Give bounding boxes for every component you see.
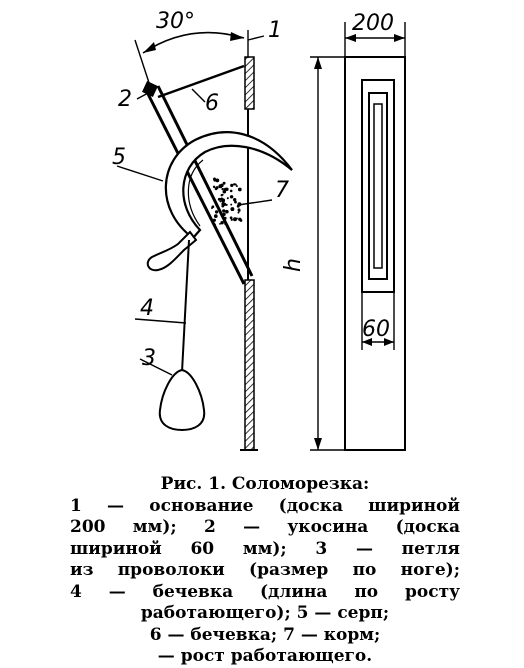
- caption-line: 6 — бечевка; 7 — корм;: [149, 624, 381, 645]
- caption-line: — рост работающего.: [157, 646, 373, 666]
- string-6: [158, 66, 244, 97]
- figure-caption: [70, 474, 460, 668]
- caption-line: 1 — основание (доска шириной: [70, 495, 460, 516]
- base-board: [240, 57, 258, 450]
- label-3: 3: [142, 346, 156, 371]
- label-1: 1: [268, 18, 282, 43]
- dimension-h: [310, 57, 345, 450]
- label-height-h: h: [281, 258, 306, 272]
- label-5: 5: [112, 145, 126, 170]
- caption-line: шириной 60 мм); 3 — петля: [70, 538, 460, 559]
- caption-line: работающего); 5 — серп;: [140, 603, 390, 623]
- label-2: 2: [118, 87, 132, 112]
- caption-title: Рис. 1. Соломорезка:: [160, 474, 370, 494]
- caption-line: 200 мм); 2 — укосина (доска: [70, 517, 460, 537]
- caption-line: 4 — бечевка (длина по росту: [70, 581, 460, 602]
- foot-loop: [160, 370, 204, 430]
- label-width-60: 60: [362, 317, 390, 342]
- label-6: 6: [205, 91, 219, 116]
- label-width-200: 200: [352, 11, 394, 36]
- label-4: 4: [140, 296, 154, 321]
- caption-line: из проволоки (размер по ноге);: [70, 560, 460, 580]
- label-angle: 30°: [156, 9, 195, 34]
- sickle-blade: [166, 132, 292, 238]
- string-4: [182, 240, 189, 372]
- base-front-view: [345, 57, 405, 450]
- label-7: 7: [275, 178, 289, 203]
